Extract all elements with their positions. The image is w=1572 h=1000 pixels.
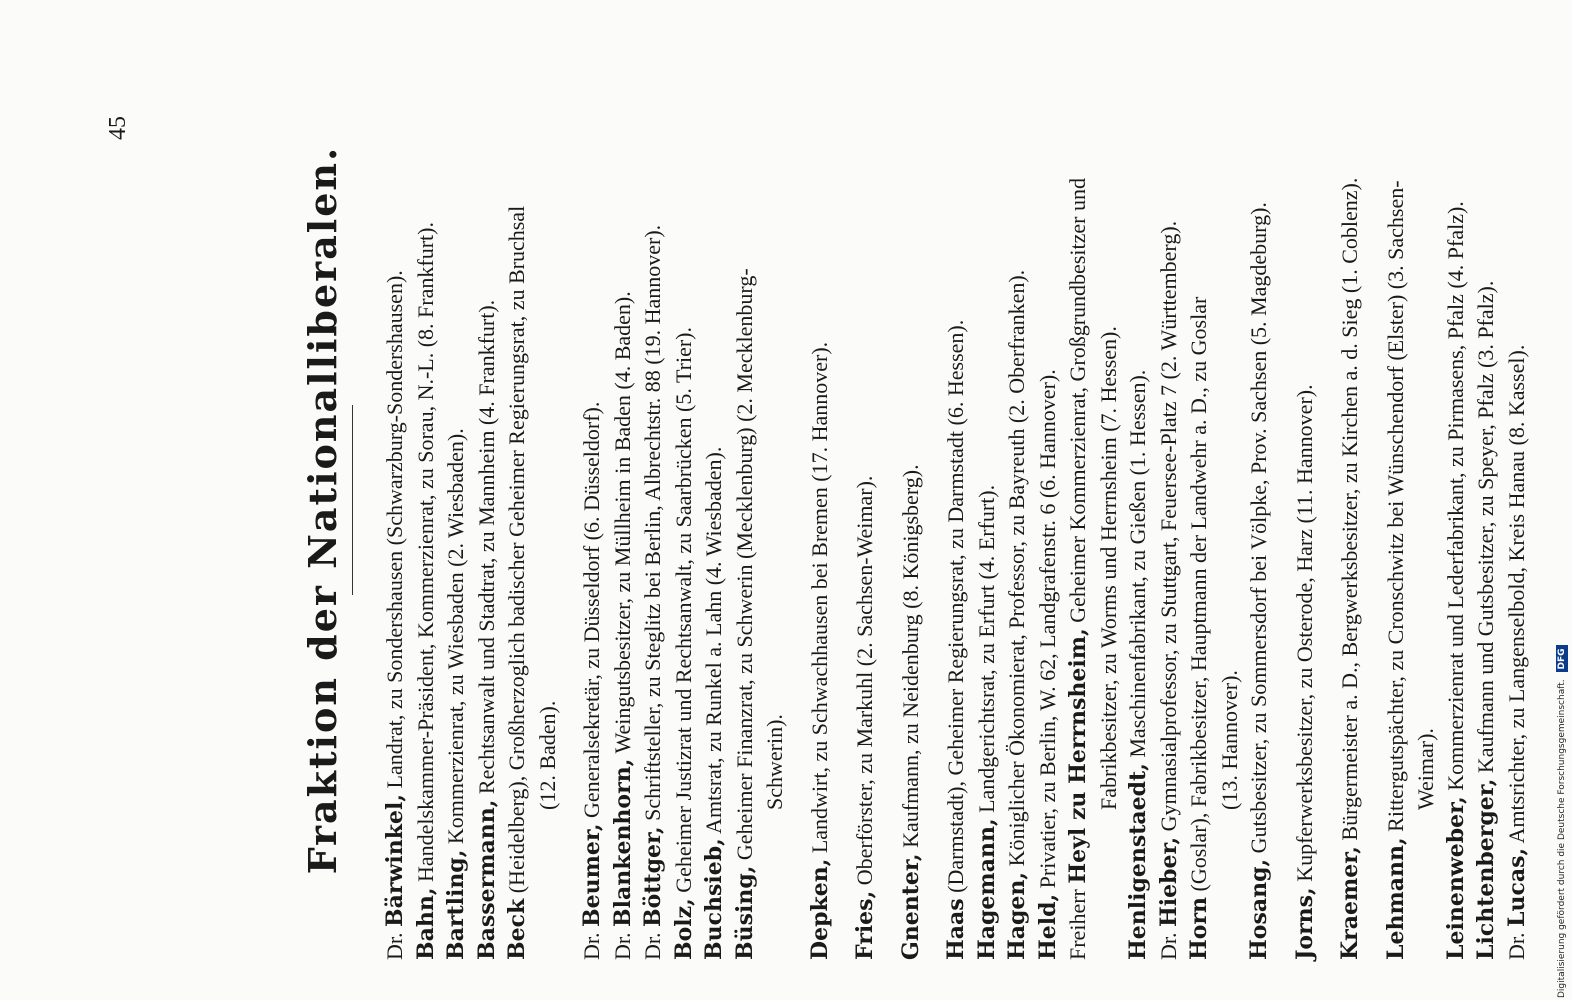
entry-prefix: Dr. xyxy=(382,932,407,960)
member-entry xyxy=(502,60,533,960)
member-entry xyxy=(441,60,472,960)
member-details: Königlicher Ökonomierat, Professor, zu Bayreuth (2. Oberfranken). xyxy=(1004,269,1029,867)
member-name: Beumer, xyxy=(579,823,605,927)
entry-continuation xyxy=(1094,60,1124,960)
member-name: Hagen, xyxy=(1004,871,1030,960)
section-gap xyxy=(1275,60,1290,960)
member-name: Gnenter, xyxy=(897,853,924,960)
funding-note-text: Digitalisierung gefördert durch die Deutsche Forschungsgemeinschaft. xyxy=(1557,679,1567,998)
entry-continuation xyxy=(1215,60,1245,960)
member-entry xyxy=(730,60,761,960)
section-gap xyxy=(1320,60,1335,960)
entry-continuation xyxy=(760,60,790,960)
member-details: Generalsekretär, zu Düsseldorf (6. Düsseldorf). xyxy=(579,401,604,818)
member-details: Amtsrat, zu Runkel a. Lahn (4. Wiesbaden). xyxy=(701,446,726,834)
digitization-note xyxy=(1556,645,1568,998)
member-entry xyxy=(1002,60,1033,960)
member-details: Weingutsbesitzer, zu Müllheim in Baden (4. Baden). xyxy=(609,291,635,754)
member-entry xyxy=(1154,60,1185,960)
member-details: Gymnasialprofessor, zu Stuttgart, Feuersee-Platz 7 (2. Württemberg). xyxy=(1155,220,1181,832)
member-details: Kommerzienrat und Lederfabrikant, zu Pirmasens, Pfalz (4. Pfalz). xyxy=(1442,201,1468,791)
member-name: Held, xyxy=(1034,893,1061,960)
member-name: Böttger, xyxy=(640,826,666,927)
member-details: Geheimer Kommerzienrat, Großgrundbesitzer und xyxy=(1065,178,1090,623)
member-entry xyxy=(380,60,411,960)
member-details: (13. Hannover). xyxy=(1216,670,1242,810)
member-name: Bartling, xyxy=(443,849,469,960)
member-details: Schriftsteller, zu Steglitz bei Berlin, Albrechtstr. 88 (19. Hannover). xyxy=(640,224,665,821)
member-details: Rechtsanwalt und Stadtrat, zu Mannheim (4. Frankfurt). xyxy=(473,299,499,795)
member-details: Rittergutspächter, zu Cronschwitz bei Wünschendorf (Elster) (3. Sachsen- xyxy=(1382,180,1408,832)
member-details: Landrat, zu Sondershausen (Schwarzburg-Sondershausen). xyxy=(382,270,407,789)
member-name: Blankenhorn, xyxy=(609,758,636,927)
dfg-logo: DFG xyxy=(1556,645,1568,672)
member-entry xyxy=(1502,60,1533,960)
entry-prefix: Dr. xyxy=(1503,932,1529,960)
member-details: Maschinenfabrikant, zu Gießen (1. Hessen). xyxy=(1125,369,1150,758)
member-entry xyxy=(805,60,836,960)
section-gap xyxy=(790,60,805,960)
member-name: Bärwinkel, xyxy=(382,794,408,927)
section-gap xyxy=(1366,60,1381,960)
member-name: Henligenstaedt, xyxy=(1125,763,1151,960)
entry-prefix: Dr. xyxy=(579,932,604,960)
entry-continuation xyxy=(1411,60,1441,960)
member-entry xyxy=(941,60,972,960)
member-name: Bassermann, xyxy=(473,799,500,960)
entry-prefix: Dr. xyxy=(640,932,665,960)
entry-prefix: Freiherr xyxy=(1065,889,1090,960)
member-details: Kaufmann und Gutsbesitzer, zu Speyer, Pfalz (3. Pfalz). xyxy=(1473,280,1498,774)
member-details: Handelskammer-Präsident, Kommerzienrat, zu Sorau, N.-L. (8. Frankfurt). xyxy=(412,222,438,882)
member-details: (Darmstadt), Geheimer Regierungsrat, zu Darmstadt (6. Hessen). xyxy=(943,319,968,893)
member-entry xyxy=(699,60,730,960)
member-details: Landgerichtsrat, zu Erfurt (4. Erfurt). xyxy=(973,484,999,813)
member-entry xyxy=(1123,60,1154,960)
member-entry xyxy=(638,60,669,960)
member-entry xyxy=(669,60,700,960)
member-details: Kupferwerksbesitzer, zu Osterode, Harz (11. Hannover). xyxy=(1291,384,1317,882)
member-entry xyxy=(1441,60,1472,960)
member-entry xyxy=(1381,60,1412,960)
member-entry xyxy=(896,60,927,960)
member-details: Amtsrichter, zu Langenselbold, Kreis Hanau (8. Kassel). xyxy=(1503,344,1529,844)
member-entry xyxy=(1335,60,1366,960)
member-entry xyxy=(608,60,639,960)
member-name: Haas xyxy=(943,898,969,960)
member-name: Bolz, xyxy=(670,898,697,960)
member-details: Privatier, zu Berlin, W. 62, Landgrafenstr. 6 (6. Hannover). xyxy=(1034,369,1060,889)
member-details: Oberförster, zu Markuhl (2. Sachsen-Weimar). xyxy=(852,475,877,886)
member-details: Schwerin). xyxy=(762,714,787,810)
entry-prefix: Dr. xyxy=(1155,932,1181,960)
member-details: Geheimer Justizrat und Rechtsanwalt, zu Saarbrücken (5. Trier). xyxy=(670,326,696,893)
member-details: Weimar). xyxy=(1413,728,1438,810)
member-name: Horn xyxy=(1186,896,1212,960)
member-entry xyxy=(1290,60,1321,960)
member-details: Geheimer Finanzrat, zu Schwerin (Mecklenburg) (2. Mecklenburg- xyxy=(731,268,757,861)
member-name: Lichtenberger, xyxy=(1473,778,1499,960)
member-name: Hieber, xyxy=(1155,836,1182,927)
page-number: 45 xyxy=(105,116,131,140)
rotated-page-content xyxy=(105,50,1530,960)
member-name: Hosang, xyxy=(1246,858,1272,960)
section-gap xyxy=(881,60,896,960)
member-details: Landwirt, zu Schwachhausen bei Bremen (17. Hannover). xyxy=(806,341,832,854)
member-name: Beck xyxy=(504,898,530,960)
member-name: Lehmann, xyxy=(1382,837,1409,960)
member-name: Buchsieb, xyxy=(701,838,727,960)
member-name: Jorns, xyxy=(1291,887,1318,960)
member-details: Gutsbesitzer, zu Sommersdorf bei Völpke, Prov. Sachsen (5. Magdeburg). xyxy=(1246,202,1271,854)
entry-prefix: Dr. xyxy=(609,932,635,960)
member-name: Büsing, xyxy=(731,865,758,960)
member-entry xyxy=(850,60,881,960)
member-entry xyxy=(1471,60,1502,960)
member-name: Depken, xyxy=(806,858,833,960)
member-entry xyxy=(577,60,608,960)
member-entry xyxy=(1033,60,1064,960)
member-entry xyxy=(411,60,442,960)
member-entry xyxy=(972,60,1003,960)
member-details: (Heidelberg), Großherzoglich badischer Geheimer Regierungsrat, zu Bruchsal xyxy=(504,205,529,894)
member-entry xyxy=(1063,60,1094,960)
page-title: Fraktion der Nationalliberalen. xyxy=(300,145,345,875)
member-name: Leinenweber, xyxy=(1442,796,1469,960)
member-entry xyxy=(1244,60,1275,960)
section-gap xyxy=(562,60,577,960)
member-name: Bahn, xyxy=(412,887,439,960)
member-name: Lucas, xyxy=(1503,847,1530,927)
member-details: (Goslar), Fabrikbesitzer, Hauptmann der Landwehr a. D., zu Goslar xyxy=(1186,296,1211,892)
member-name: Kraemer, xyxy=(1337,846,1363,960)
section-gap xyxy=(835,60,850,960)
member-name: Heyl zu Herrnsheim, xyxy=(1065,628,1091,884)
title-divider xyxy=(352,405,353,595)
member-name: Fries, xyxy=(852,890,878,960)
member-details: Kaufmann, zu Neidenburg (8. Königsberg). xyxy=(897,464,923,848)
member-details: (12. Baden). xyxy=(534,700,560,810)
member-name: Hagemann, xyxy=(973,818,1000,960)
member-details: Bürgermeister a. D., Bergwerksbesitzer, zu Kirchen a. d. Sieg (1. Coblenz). xyxy=(1337,177,1362,841)
member-list xyxy=(380,60,1532,960)
member-details: Fabrikbesitzer, zu Worms und Herrnsheim (7. Hessen). xyxy=(1095,326,1121,810)
member-entry xyxy=(472,60,503,960)
member-entry xyxy=(1184,60,1215,960)
entry-continuation xyxy=(533,60,563,960)
member-details: Kommerzienrat, zu Wiesbaden (2. Wiesbaden). xyxy=(443,428,468,845)
section-gap xyxy=(926,60,941,960)
